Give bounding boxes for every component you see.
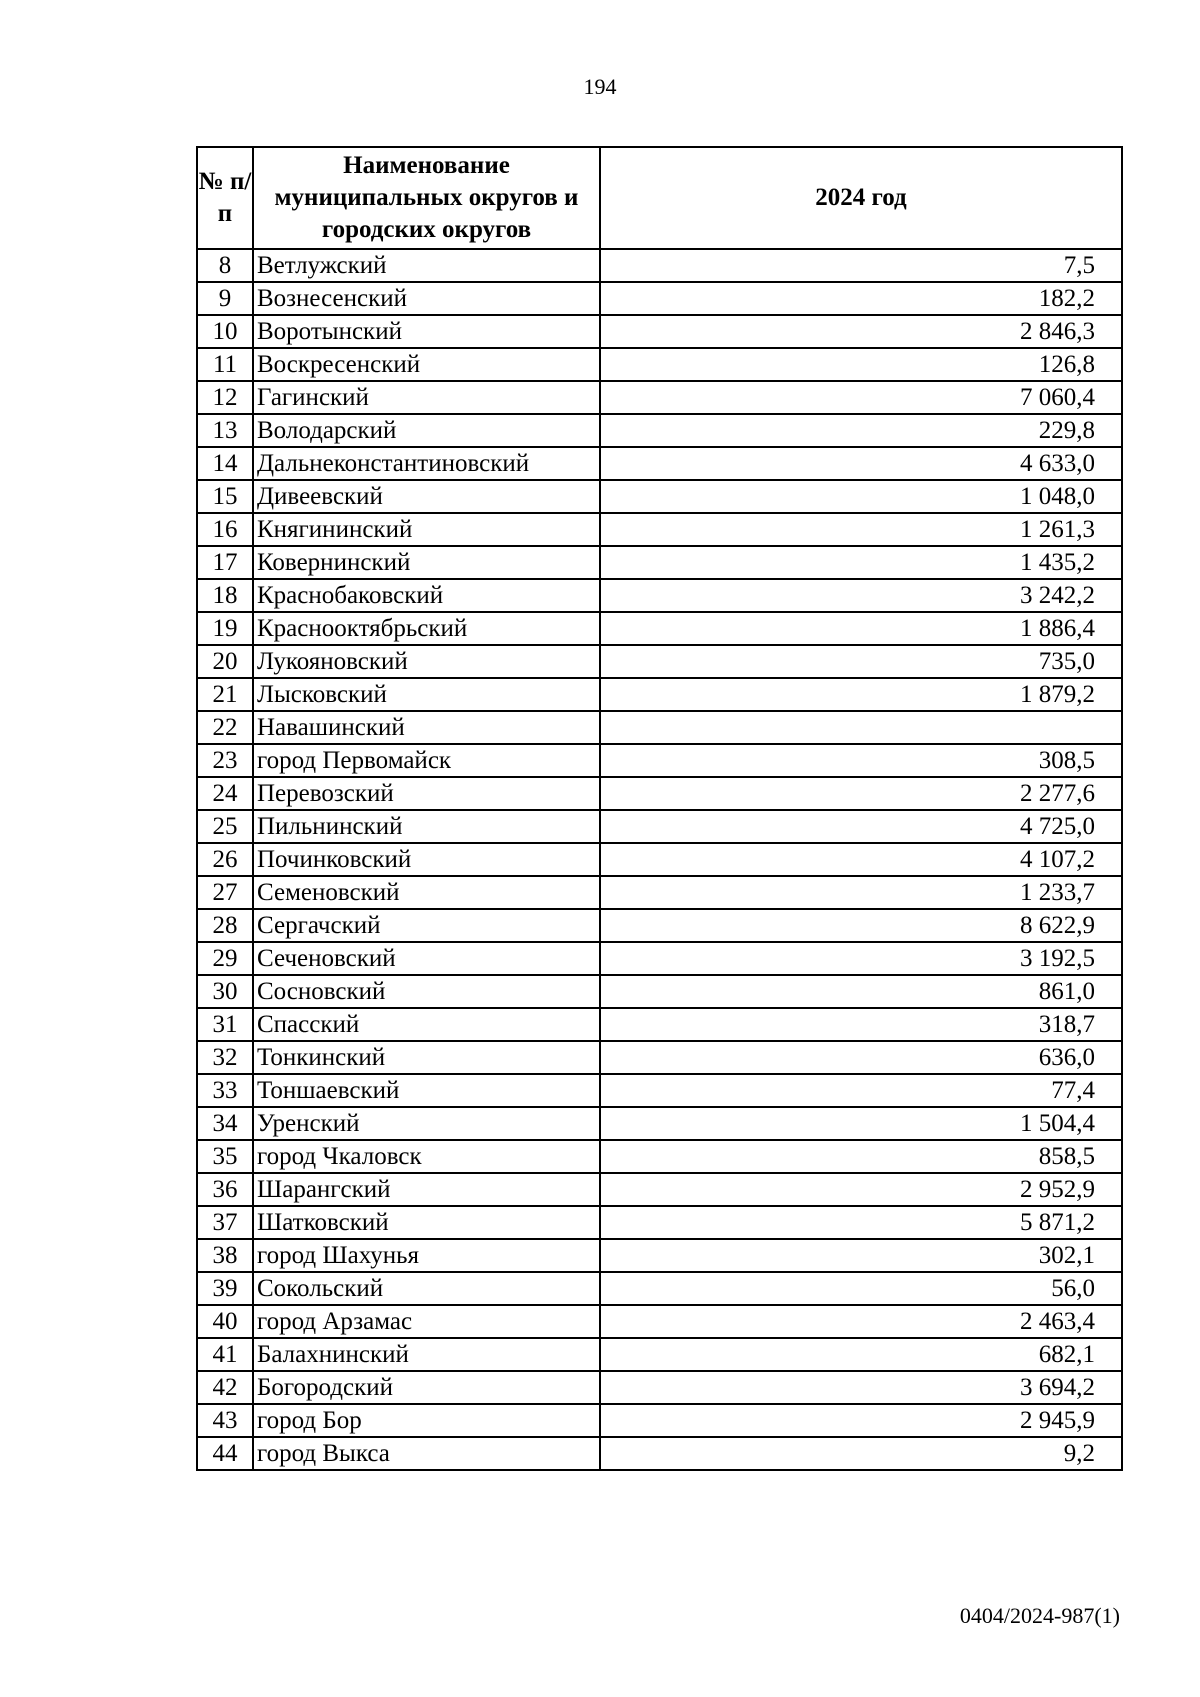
table-body: [197, 249, 1122, 1470]
row-value: 308,5: [600, 744, 1122, 777]
document-code: 0404/2024-987(1): [959, 1603, 1120, 1628]
row-number: 16: [197, 513, 253, 546]
row-number: 19: [197, 612, 253, 645]
row-value: 1 504,4: [600, 1107, 1122, 1140]
row-district-name: Гагинский: [253, 381, 600, 414]
row-number: 22: [197, 711, 253, 744]
row-district-name: Балахнинский: [253, 1338, 600, 1371]
row-district-name: Богородский: [253, 1371, 600, 1404]
row-district-name: город Выкса: [253, 1437, 600, 1470]
municipal-districts-table: [196, 146, 1123, 1471]
table-row: [197, 1074, 1122, 1107]
row-number: 9: [197, 282, 253, 315]
row-district-name: Краснооктябрьский: [253, 612, 600, 645]
row-value: 4 725,0: [600, 810, 1122, 843]
table-row: [197, 612, 1122, 645]
table-row: [197, 1107, 1122, 1140]
row-number: 15: [197, 480, 253, 513]
table-row: [197, 744, 1122, 777]
row-district-name: Дальнеконстантиновский: [253, 447, 600, 480]
row-value: 4 107,2: [600, 843, 1122, 876]
row-district-name: Семеновский: [253, 876, 600, 909]
table-row: [197, 1173, 1122, 1206]
row-number: 39: [197, 1272, 253, 1305]
table-row: [197, 942, 1122, 975]
row-district-name: Ковернинский: [253, 546, 600, 579]
row-value: 56,0: [600, 1272, 1122, 1305]
row-value: 8 622,9: [600, 909, 1122, 942]
row-value: 2 952,9: [600, 1173, 1122, 1206]
header-year: 2024 год: [600, 147, 1122, 249]
row-number: 28: [197, 909, 253, 942]
row-value: 302,1: [600, 1239, 1122, 1272]
row-district-name: Воскресенский: [253, 348, 600, 381]
table-row: [197, 777, 1122, 810]
row-number: 18: [197, 579, 253, 612]
row-value: 2 945,9: [600, 1404, 1122, 1437]
row-district-name: город Шахунья: [253, 1239, 600, 1272]
table-header-row: [197, 147, 1122, 249]
row-value: 5 871,2: [600, 1206, 1122, 1239]
row-value: 182,2: [600, 282, 1122, 315]
row-value: 1 886,4: [600, 612, 1122, 645]
table-row: [197, 579, 1122, 612]
row-district-name: город Арзамас: [253, 1305, 600, 1338]
row-district-name: Володарский: [253, 414, 600, 447]
row-number: 40: [197, 1305, 253, 1338]
row-value: [600, 711, 1122, 744]
row-number: 14: [197, 447, 253, 480]
header-number: № п/п: [197, 147, 253, 249]
row-number: 37: [197, 1206, 253, 1239]
row-district-name: Сеченовский: [253, 942, 600, 975]
row-district-name: Дивеевский: [253, 480, 600, 513]
row-district-name: город Чкаловск: [253, 1140, 600, 1173]
row-district-name: Перевозский: [253, 777, 600, 810]
header-name: Наименование муниципальных округов и городских округов: [253, 147, 600, 249]
row-number: 36: [197, 1173, 253, 1206]
row-number: 31: [197, 1008, 253, 1041]
table-row: [197, 645, 1122, 678]
row-value: 7 060,4: [600, 381, 1122, 414]
row-number: 29: [197, 942, 253, 975]
row-number: 24: [197, 777, 253, 810]
row-value: 3 694,2: [600, 1371, 1122, 1404]
table-row: [197, 447, 1122, 480]
row-number: 10: [197, 315, 253, 348]
table-row: [197, 282, 1122, 315]
table-row: [197, 414, 1122, 447]
table-row: [197, 315, 1122, 348]
row-district-name: Уренский: [253, 1107, 600, 1140]
row-district-name: Лукояновский: [253, 645, 600, 678]
table-row: [197, 513, 1122, 546]
table-row: [197, 1371, 1122, 1404]
row-number: 20: [197, 645, 253, 678]
row-value: 682,1: [600, 1338, 1122, 1371]
row-number: 44: [197, 1437, 253, 1470]
row-value: 1 435,2: [600, 546, 1122, 579]
table-row: [197, 843, 1122, 876]
row-number: 8: [197, 249, 253, 282]
row-district-name: Сокольский: [253, 1272, 600, 1305]
table-row: [197, 1206, 1122, 1239]
table-row: [197, 1305, 1122, 1338]
row-value: 1 048,0: [600, 480, 1122, 513]
row-number: 11: [197, 348, 253, 381]
table-row: [197, 909, 1122, 942]
row-district-name: Княгининский: [253, 513, 600, 546]
row-value: 1 233,7: [600, 876, 1122, 909]
table-row: [197, 1272, 1122, 1305]
row-number: 42: [197, 1371, 253, 1404]
row-district-name: Тоншаевский: [253, 1074, 600, 1107]
row-number: 17: [197, 546, 253, 579]
row-number: 41: [197, 1338, 253, 1371]
row-number: 12: [197, 381, 253, 414]
table-row: [197, 348, 1122, 381]
row-district-name: Шарангский: [253, 1173, 600, 1206]
row-value: 7,5: [600, 249, 1122, 282]
row-district-name: Спасский: [253, 1008, 600, 1041]
row-value: 9,2: [600, 1437, 1122, 1470]
table-row: [197, 1404, 1122, 1437]
table-row: [197, 1338, 1122, 1371]
row-district-name: Пильнинский: [253, 810, 600, 843]
row-number: 26: [197, 843, 253, 876]
row-district-name: город Бор: [253, 1404, 600, 1437]
row-district-name: Сергачский: [253, 909, 600, 942]
row-district-name: город Первомайск: [253, 744, 600, 777]
row-number: 34: [197, 1107, 253, 1140]
row-value: 3 192,5: [600, 942, 1122, 975]
row-value: 861,0: [600, 975, 1122, 1008]
table-row: [197, 1239, 1122, 1272]
row-value: 4 633,0: [600, 447, 1122, 480]
row-district-name: Починковский: [253, 843, 600, 876]
table-row: [197, 381, 1122, 414]
table-row: [197, 711, 1122, 744]
row-value: 2 277,6: [600, 777, 1122, 810]
table-row: [197, 876, 1122, 909]
row-number: 35: [197, 1140, 253, 1173]
table-row: [197, 1437, 1122, 1470]
row-value: 229,8: [600, 414, 1122, 447]
row-district-name: Лысковский: [253, 678, 600, 711]
row-number: 38: [197, 1239, 253, 1272]
row-value: 858,5: [600, 1140, 1122, 1173]
row-district-name: Вознесенский: [253, 282, 600, 315]
row-value: 2 463,4: [600, 1305, 1122, 1338]
row-number: 32: [197, 1041, 253, 1074]
row-value: 735,0: [600, 645, 1122, 678]
table-row: [197, 975, 1122, 1008]
row-district-name: Тонкинский: [253, 1041, 600, 1074]
row-value: 77,4: [600, 1074, 1122, 1107]
table-row: [197, 1140, 1122, 1173]
row-district-name: Краснобаковский: [253, 579, 600, 612]
table-row: [197, 480, 1122, 513]
row-value: 636,0: [600, 1041, 1122, 1074]
row-value: 3 242,2: [600, 579, 1122, 612]
row-district-name: Ветлужский: [253, 249, 600, 282]
row-district-name: Воротынский: [253, 315, 600, 348]
row-value: 1 879,2: [600, 678, 1122, 711]
table-row: [197, 1008, 1122, 1041]
row-number: 27: [197, 876, 253, 909]
row-number: 33: [197, 1074, 253, 1107]
row-value: 318,7: [600, 1008, 1122, 1041]
row-district-name: Сосновский: [253, 975, 600, 1008]
row-number: 21: [197, 678, 253, 711]
table-row: [197, 546, 1122, 579]
table-row: [197, 1041, 1122, 1074]
row-value: 1 261,3: [600, 513, 1122, 546]
row-number: 43: [197, 1404, 253, 1437]
row-value: 2 846,3: [600, 315, 1122, 348]
row-number: 25: [197, 810, 253, 843]
table-row: [197, 678, 1122, 711]
row-district-name: Шатковский: [253, 1206, 600, 1239]
row-value: 126,8: [600, 348, 1122, 381]
table-row: [197, 249, 1122, 282]
row-district-name: Навашинский: [253, 711, 600, 744]
page-number: 194: [583, 74, 617, 99]
row-number: 13: [197, 414, 253, 447]
row-number: 23: [197, 744, 253, 777]
table-row: [197, 810, 1122, 843]
row-number: 30: [197, 975, 253, 1008]
